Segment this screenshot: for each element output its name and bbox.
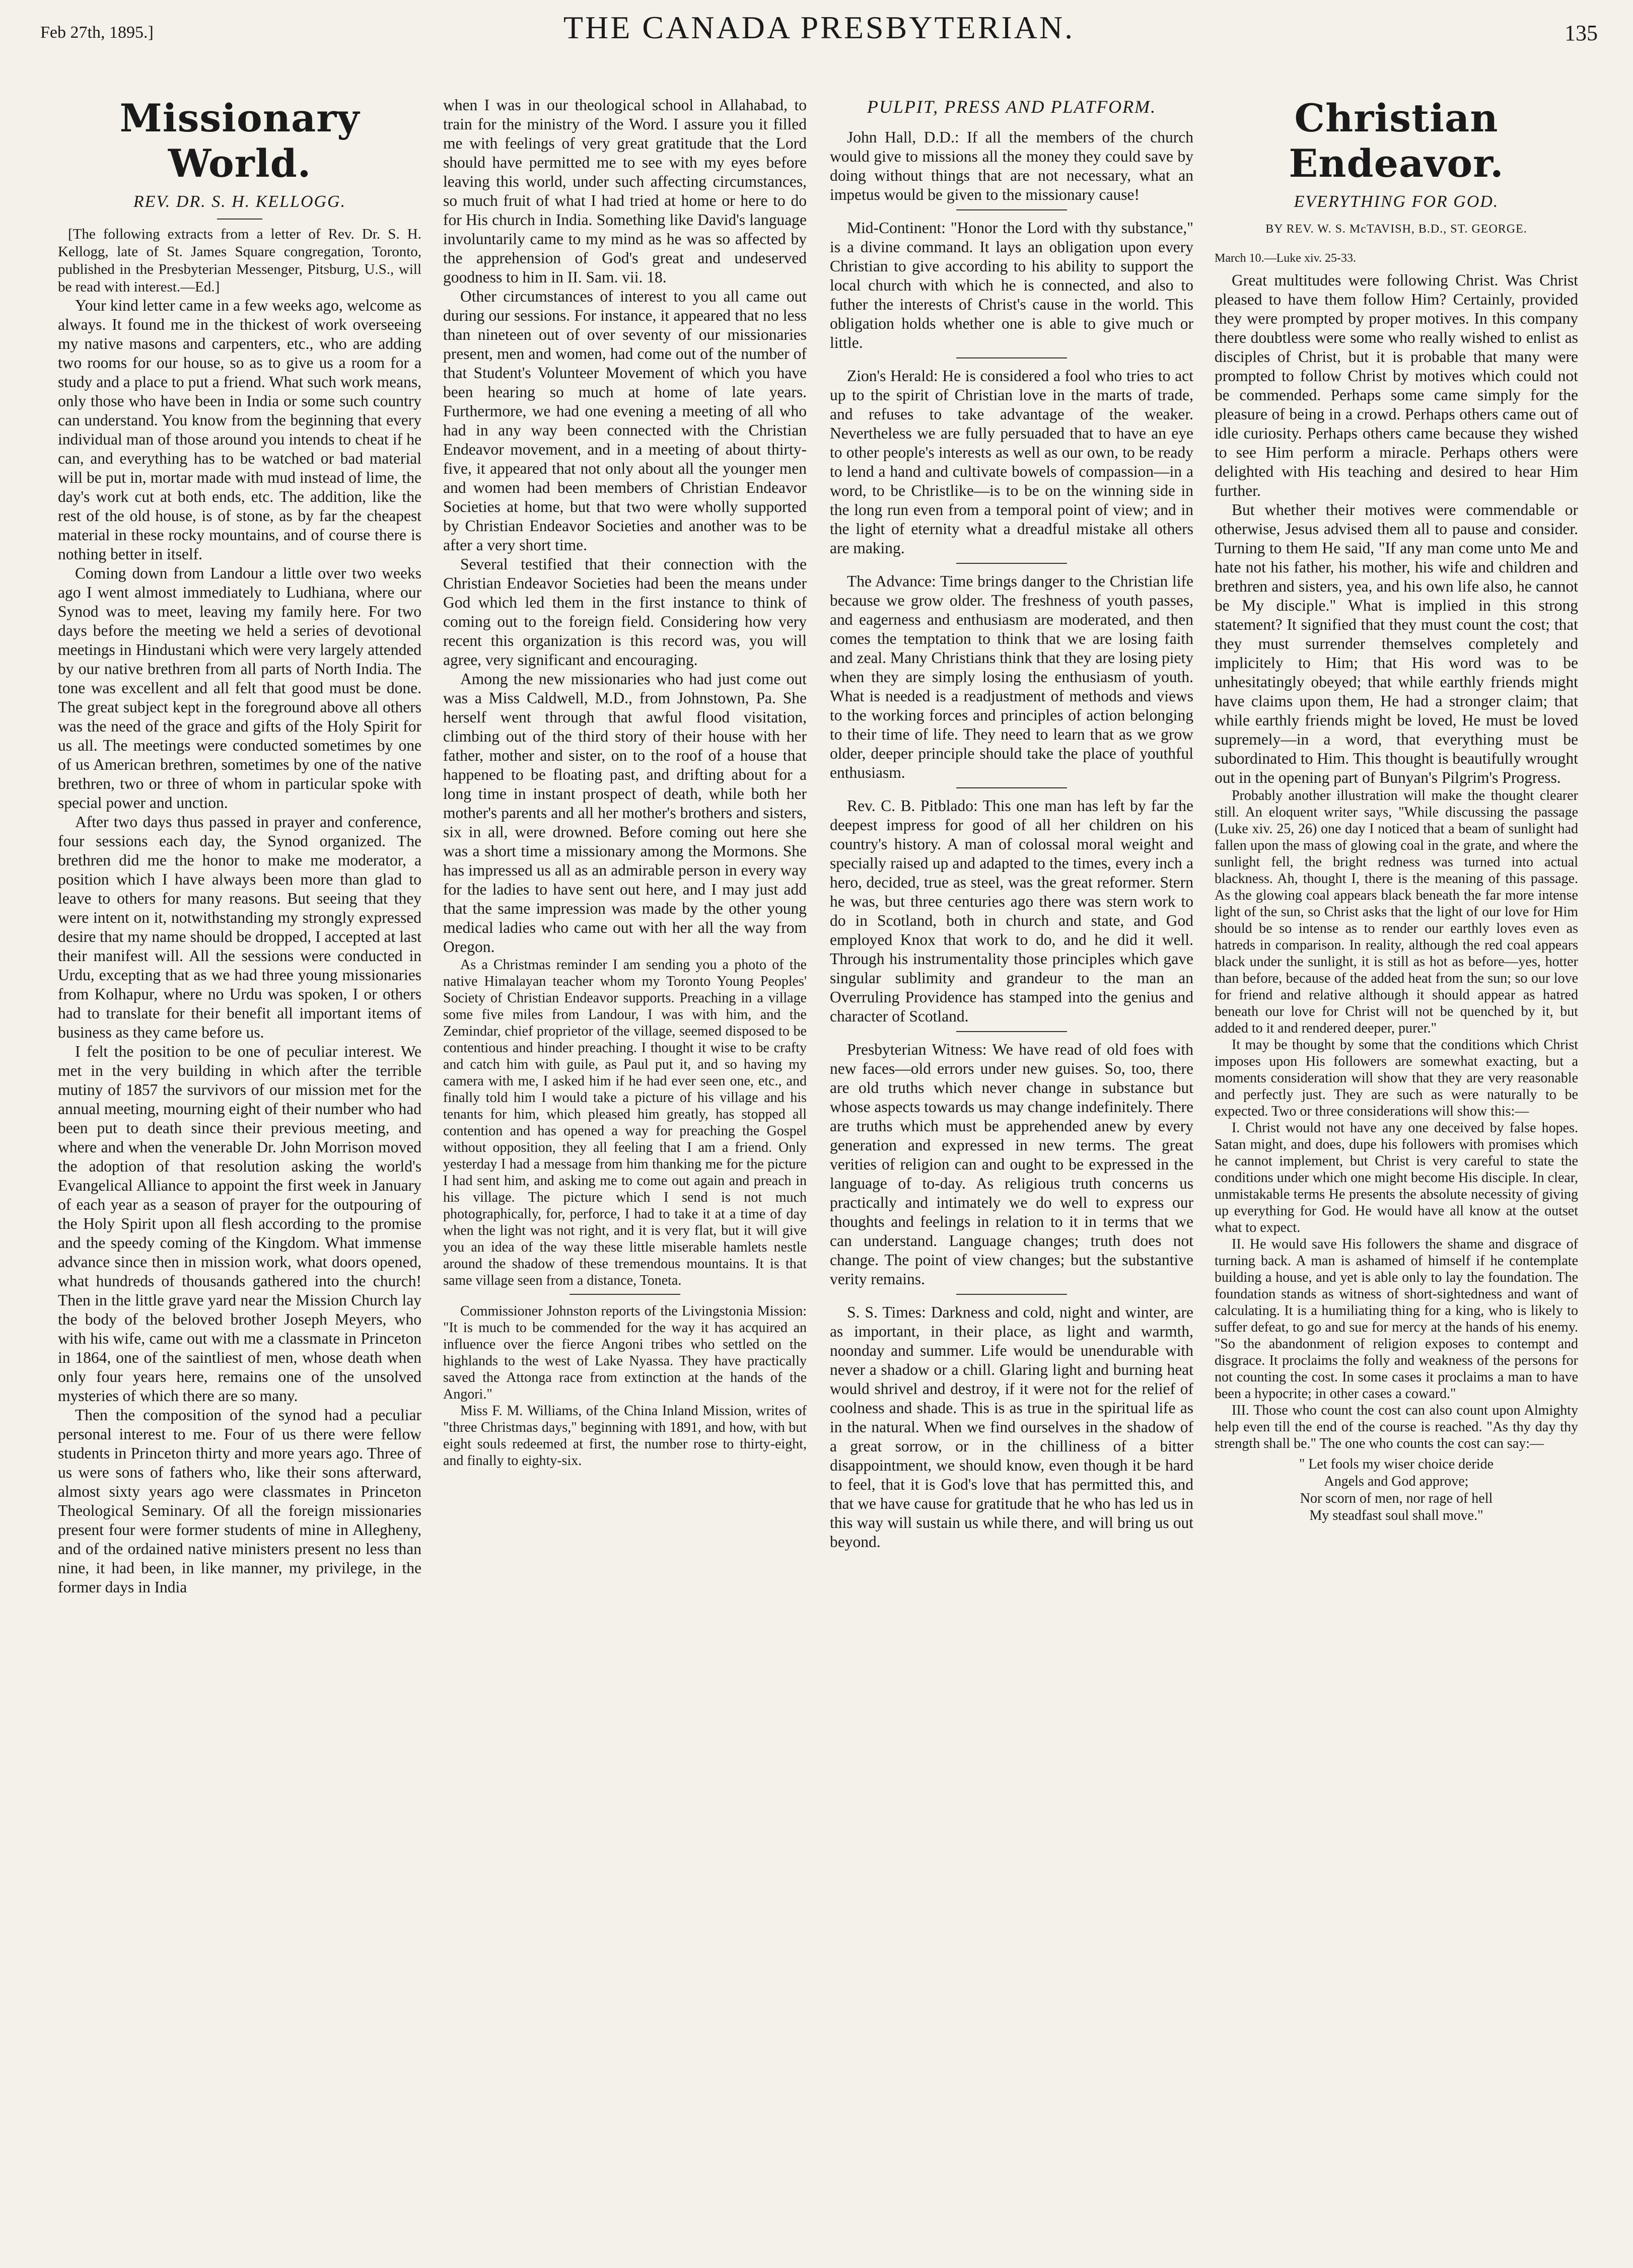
- paragraph: I felt the position to be one of peculiar interest. We met in the very building in which after the terrible mutiny of 1857 the survivors of our mission met for the annual meeting, mourning eight of their number who had been put to death since their previous meeting, and where and when the venerable Dr. John Morrison moved the adoption of that resolution asking the world's Evangelical Alliance to appoint the first week in January of each year as a season of prayer for the outpouring of the Holy Spirit upon all flesh according to the promise and the speedy coming of the Kingdom. What immense advance since then in mission work, what doors opened, what hundreds of thousands gathered into the church! Then in the little grave yard near the Mission Church lay the body of the beloved brother Joseph Meyers, who with his wife, came out with me a classmate in Princeton in 1864, one of the saintliest of men, whose death when only four years here, remains one of the unsolved mysteries of which there are so many.: [58, 1043, 421, 1405]
- poem-line: Nor scorn of men, nor rage of hell: [1300, 1491, 1493, 1506]
- column-missionary-world-continued: [443, 96, 807, 2240]
- masthead: [40, 9, 1598, 64]
- column-pulpit-press-platform: [830, 96, 1193, 2240]
- byline: BY REV. W. S. McTAVISH, B.D., ST. GEORGE.: [1265, 223, 1527, 236]
- divider: [956, 787, 1067, 788]
- paragraph: III. Those who count the cost can also count upon Almighty help even till the end of the course is reached. "As thy day thy strength shall be." The one who counts the cost can say:—: [1215, 1403, 1578, 1451]
- paragraph: Several testified that their connection with the Christian Endeavor Societies had been the means under God which led them in the first instance to think of coming out to the foreign field. Considering how very recent this organization is this record was, you will agree, very significant and encouraging.: [443, 555, 807, 669]
- quote-item: Zion's Herald: He is considered a fool who tries to act up to the spirit of Christian love in the marts of trade, and refuses to take advantage of the weaker. Nevertheless we are fully persuaded that to have an eye to other people's interests as well as our own, to be ready to lend a hand and cultivate bowels of compassion—in a word, to be Christlike—is to be on the winning side in the long run even from a temporal point of view; and in the light of eternity what a dreadful mistake all others are making.: [830, 367, 1193, 557]
- quote-item: Mid-Continent: "Honor the Lord with thy substance," is a divine command. It lays an obligation upon every Christian to give according to his ability to support the local church with which he is connected, and also to futher the interests of Christ's cause in the world. This obligation holds whether one is able to give much or little.: [830, 219, 1193, 351]
- divider: [956, 1294, 1067, 1295]
- divider: [956, 357, 1067, 358]
- quote-item: John Hall, D.D.: If all the members of the church would give to missions all the money they could save by doing without things that are not necessary, what an impetus would be given to the missionary cause!: [830, 128, 1193, 203]
- article-subheading: REV. DR. S. H. KELLOGG.: [133, 192, 346, 211]
- section-heading-pulpit-press-platform: PULPIT, PRESS AND PLATFORM.: [867, 97, 1157, 117]
- paragraph: After two days thus passed in prayer and conference, four sessions each day, the Synod organized. The brethren did me the honor to make me moderator, a position which I have always been more than glad to leave to others for many reasons. But seeing that they were intent on it, notwithstanding my strongly expressed desire that my name should be dropped, I accepted at last their manifest will. All the sessions were conducted in Urdu, excepting that as we had three young missionaries from Kolhapur, where no Urdu was spoken, I or others had to translate for their benefit all important items of business as they came before us.: [58, 813, 421, 1041]
- paragraph: As a Christmas reminder I am sending you a photo of the native Himalayan teacher whom my Toronto Young Peoples' Society of Christian Endeavor supports. Preaching in a village some five miles from Landour, I was with him, and the Zemindar, chief proprietor of the village, seemed disposed to be contentious and hinder preaching. I thought it wise to be crafty and catch him with guile, as Paul put it, and so having my camera with me, I asked him if he had ever seen one, etc., and finally told him I would take a picture of his village and his tenants for him, which pleased him greatly, has stopped all contention and has opened a way for preaching the Gospel without opposition, they all feeling that I am a friend. Only yesterday I had a message from him thanking me for the picture I had sent him, and asking me to come out again and preach in his village. The picture which I send is not much photographically, for, perforce, I had to take it at a time of day when the light was not right, and it is very flat, but it will give you an idea of the way these little miserable hamlets nestle around the shadow of these tremendous mountains. It is that same village seen from a distance, Toneta.: [443, 957, 807, 1288]
- poem-line: My steadfast soul shall move.": [1309, 1508, 1483, 1523]
- paragraph: Other circumstances of interest to you all came out during our sessions. For instance, it appeared that no less than nineteen out of over seventy of our missionaries present, men and women, had come out of the number of that Student's Volunteer Movement of which you have been hearing so much at home of late years. Furthermore, we had one evening a meeting of all who had in any way been connected with the Christian Endeavor movement, and in a meeting of about thirty-five, it appeared that not only about all the younger men and women had been members of Christian Endeavor Societies at home, but that two were wholly supported by Christian Endeavor Societies and another was to be after a very short time.: [443, 287, 807, 554]
- divider: [570, 1294, 680, 1295]
- paragraph: Among the new missionaries who had just come out was a Miss Caldwell, M.D., from Johnstown, Pa. She herself went through that awful flood visitation, climbing out of the third story of their house with her father, mother and sister, on to the roof of a house that happened to be floating past, and drifting about for a long time in instant prospect of death, while both her mother's parents and all her mother's brothers and sisters, six in all, were drowned. Before coming out here she was a short time a missionary among the Mormons. She has impressed us all as an admirable person in every way for the ladies to have sent out here, and I may just add that the same impression was made by the other young medical ladies who came out with her all the way from Oregon.: [443, 670, 807, 956]
- paragraph: Then the composition of the synod had a peculiar personal interest to me. Four of us there were fellow students in Princeton thirty and more years ago. Three of us were sons of fathers who, like their sons afterward, almost sixty years ago were classmates in Princeton Theological Seminary. Of all the foreign missionaries present four were former students of mine in Allegheny, and of the ordained native ministers present no less than nine, it had been, in like manner, my privilege, in the former days in India: [58, 1406, 421, 1596]
- quote-item: The Advance: Time brings danger to the Christian life because we grow older. The freshness of youth passes, and eagerness and enthusiasm are moderated, and then comes the temptation to think that we are losing faith and zeal. Many Christians think that they are losing piety when they are simply losing the enthusiasm of youth. What is needed is a readjustment of methods and views to the working forces and principles of action belonging to their time of life. They need to learn that as we grow older, deeper principle should take the place of youthful enthusiasm.: [830, 572, 1193, 781]
- divider: [956, 1031, 1067, 1032]
- column-christian-endeavor: [1215, 96, 1578, 2240]
- divider: [956, 563, 1067, 564]
- paragraph: Coming down from Landour a little over two weeks ago I went almost immediately to Ludhiana, where our Synod was to meet, leaving my family here. For two days before the meeting we held a series of devotional meetings in Hindustani which were very largely attended by our native brethren from all parts of North India. The tone was excellent and all felt that good must be done. The great subject kept in the foreground above all others was the need of the grace and gifts of the Holy Spirit for us all. The meetings were conducted sometimes by one of us American brethren, sometimes by one of the native brethren, two or three of whom in particular spoke with special power and unction.: [58, 564, 421, 812]
- newspaper-title: THE CANADA PRESBYTERIAN.: [563, 10, 1075, 45]
- paragraph: when I was in our theological school in Allahabad, to train for the ministry of the Word. I assure you it filled me with feelings of very great gratitude that the Lord should have permitted me to see with my eyes before leaving this world, under such affecting circumstances, so much fruit of what I had tried at home or here to do for His church in India. Something like David's language involuntarily came to my mind as he was so affected by the apprehension of God's great and undeserved goodness to him in II. Sam. vii. 18.: [443, 96, 807, 286]
- quote-item: Presbyterian Witness: We have read of old foes with new faces—old errors under new guises. So, too, there are old truths which never change in substance but whose aspects towards us may change indefinitely. There are truths which must be apprehended anew by every generation and expressed in new terms. The great verities of religion can and ought to be expressed in the language of to-day. As religious truth concerns us practically and intimately we do well to express our thoughts and feelings in relation to it in terms that we can understand. Language changes; truth does not change. The point of view changes; but the substantive verity remains.: [830, 1041, 1193, 1288]
- poem: [1215, 1456, 1578, 1524]
- paragraph: Your kind letter came in a few weeks ago, welcome as always. It found me in the thickest of work overseeing my native masons and carpenters, etc., who are adding two rooms for our house, so as to give us a room for a study and a place to put a friend. What such work means, only those who have been in India or some such country can understand. You know from the beginning that every individual man of those around you intends to cheat if he can, and everything has to be watched or bad material will be put in, mortar made with mud instead of lime, the day's work cut at both ends, etc. The addition, like the rest of the old house, is of stone, as by far the cheapest material in these rocky mountains, and of course there is nothing better in itself.: [58, 297, 421, 563]
- paragraph: But whether their motives were commendable or otherwise, Jesus advised them all to pause and consider. Turning to them He said, "If any man come unto Me and hate not his father, his mother, his wife and children and brethren and sisters, yea, and his own life also, he cannot be My disciple." What is implied in this strong statement? It signified that they must count the cost; that they must surrender themselves completely and implicitely to Him; that His word was to be unhesitatingly obeyed; that while earthly friends might have claims upon them, He had a stronger claim; that while earthly friends might be loved, He must be loved supremely—in a word, that everything must be subordinated to Him. This thought is beautifully wrought out in the opening part of Bunyan's Pilgrim's Progress.: [1215, 501, 1578, 786]
- paragraph: It may be thought by some that the conditions which Christ imposes upon His followers are somewhat exacting, but a moments consideration will show that they are very reasonable and perfectly just. They are such as were naturally to be expected. Two or three considerations will show this:—: [1215, 1037, 1578, 1119]
- article-subheading: EVERYTHING FOR GOD.: [1294, 192, 1499, 211]
- scripture-dateline: March 10.—Luke xiv. 25-33.: [1215, 252, 1357, 265]
- section-heading-christian-endeavor: Christian Endeavor.: [1289, 96, 1504, 186]
- quote-item: Rev. C. B. Pitblado: This one man has left by far the deepest impress for good of all her children on his country's history. A man of colossal moral weight and specially raised up and adapted to the times, every inch a hero, decided, true as steel, was the great reformer. Stern he was, but three centuries ago there was stern work to do in Scotland, both in church and state, and God employed Knox that work to do, and he did it well. Through his instrumentality those principles which gave singular sublimity and grandeur to the man an Overruling Providence has stamped into the genius and character of Scotland.: [830, 797, 1193, 1025]
- paragraph: Great multitudes were following Christ. Was Christ pleased to have them follow Him? Certainly, provided they were prompted by proper motives. In this company there doubtless were some who really wished to enlist as disciples of Christ, but it is probable that many were prompted to follow Christ by motives which could not be commended. Perhaps some came simply for the pleasure of being in a crowd. Perhaps others came out of idle curiosity. Perhaps others came because they wished to see Him perform a miracle. Perhaps others were delighted with His teaching and desired to hear Him further.: [1215, 271, 1578, 499]
- section-heading-missionary-world: Missionary World.: [119, 96, 360, 186]
- paragraph: I. Christ would not have any one deceived by false hopes. Satan might, and does, dupe his followers with promises which he cannot implement, but Christ is very careful to state the conditions under which one might become His disciple. In clear, unmistakable terms He presents the absolute necessity of giving up everything for God. He would have all know at the outset what to expect.: [1215, 1120, 1578, 1235]
- paragraph: Miss F. M. Williams, of the China Inland Mission, writes of "three Christmas days," beginning with 1891, and how, with but eight souls redeemed at first, the number rose to thirty-eight, and finally to eighty-six.: [443, 1403, 807, 1469]
- paragraph: Commissioner Johnston reports of the Livingstonia Mission: "It is much to be commended for the way it has acquired an influence over the fierce Angoni tribes who settled on the highlands to the west of Lake Nyassa. They have practically saved the Attonga race from extinction at the hands of the Angori.": [443, 1303, 807, 1402]
- divider: [217, 218, 262, 220]
- column-missionary-world: [58, 96, 421, 2240]
- editor-note: [The following extracts from a letter of Rev. Dr. S. H. Kellogg, late of St. James Square congregation, Toronto, published in the Presbyterian Messenger, Pitsburg, U.S., will be read with interest.—Ed.]: [58, 226, 421, 295]
- divider: [956, 209, 1067, 210]
- quote-item: S. S. Times: Darkness and cold, night and winter, are as important, in their place, as light and warmth, noonday and summer. Life would be unendurable with never a shadow or a chill. Glaring light and burning heat would shrivel and destroy, if it were not for the relief of coolness and shade. This is as true in the spiritual life as in the natural. When we find ourselves in the shadow of a great sorrow, or in the chilliness of a bitter disappointment, we should know, even though it be hard to feel, that it is God's love that has permitted this, and that we have cause for gratitude that he who has led us in this way will sustain us while there, and will bring us out beyond.: [830, 1303, 1193, 1551]
- poem-line: " Let fools my wiser choice deride: [1299, 1456, 1494, 1472]
- paragraph: Probably another illustration will make the thought clearer still. An eloquent writer says, "While discussing the passage (Luke xiv. 25, 26) one day I noticed that a beam of sunlight had fallen upon the mass of glowing coal in the grate, and where the sunlight fell, the bright redness was turned into actual blackness. Ah, thought I, there is the meaning of this passage. As the glowing coal appears black beneath the far more intense light of the sun, so Christ asks that the light of our love for Him should be so intense as to render our earthly loves even as hatreds in comparison. In reality, although the red coal appears black under the sunlight, it is still as hot as before—yes, hotter than before, because of the added heat from the sun; so our love for friend and relative although it should appear as hatred beneath our love for Christ will not be quenched by it, but added to it and rendered deeper, purer.": [1215, 788, 1578, 1036]
- poem-line: Angels and God approve;: [1324, 1474, 1469, 1489]
- issue-date: Feb 27th, 1895.]: [40, 23, 154, 42]
- page-number: 135: [1565, 21, 1598, 45]
- paragraph: II. He would save His followers the shame and disgrace of turning back. A man is ashamed of himself if he contemplate building a house, and yet is able only to lay the foundation. The foundation stands as witness of short-sightedness and want of calculating. It is a humiliating thing for a king, who is likely to suffer defeat, to go and sue for mercy at the hands of his enemy. "So the abandonment of religion exposes to contempt and disgrace. It proclaims the folly and weakness of the persons for not counting the cost. In some cases it proclaims a man to have been a hypocrite; in other cases a coward.": [1215, 1236, 1578, 1402]
